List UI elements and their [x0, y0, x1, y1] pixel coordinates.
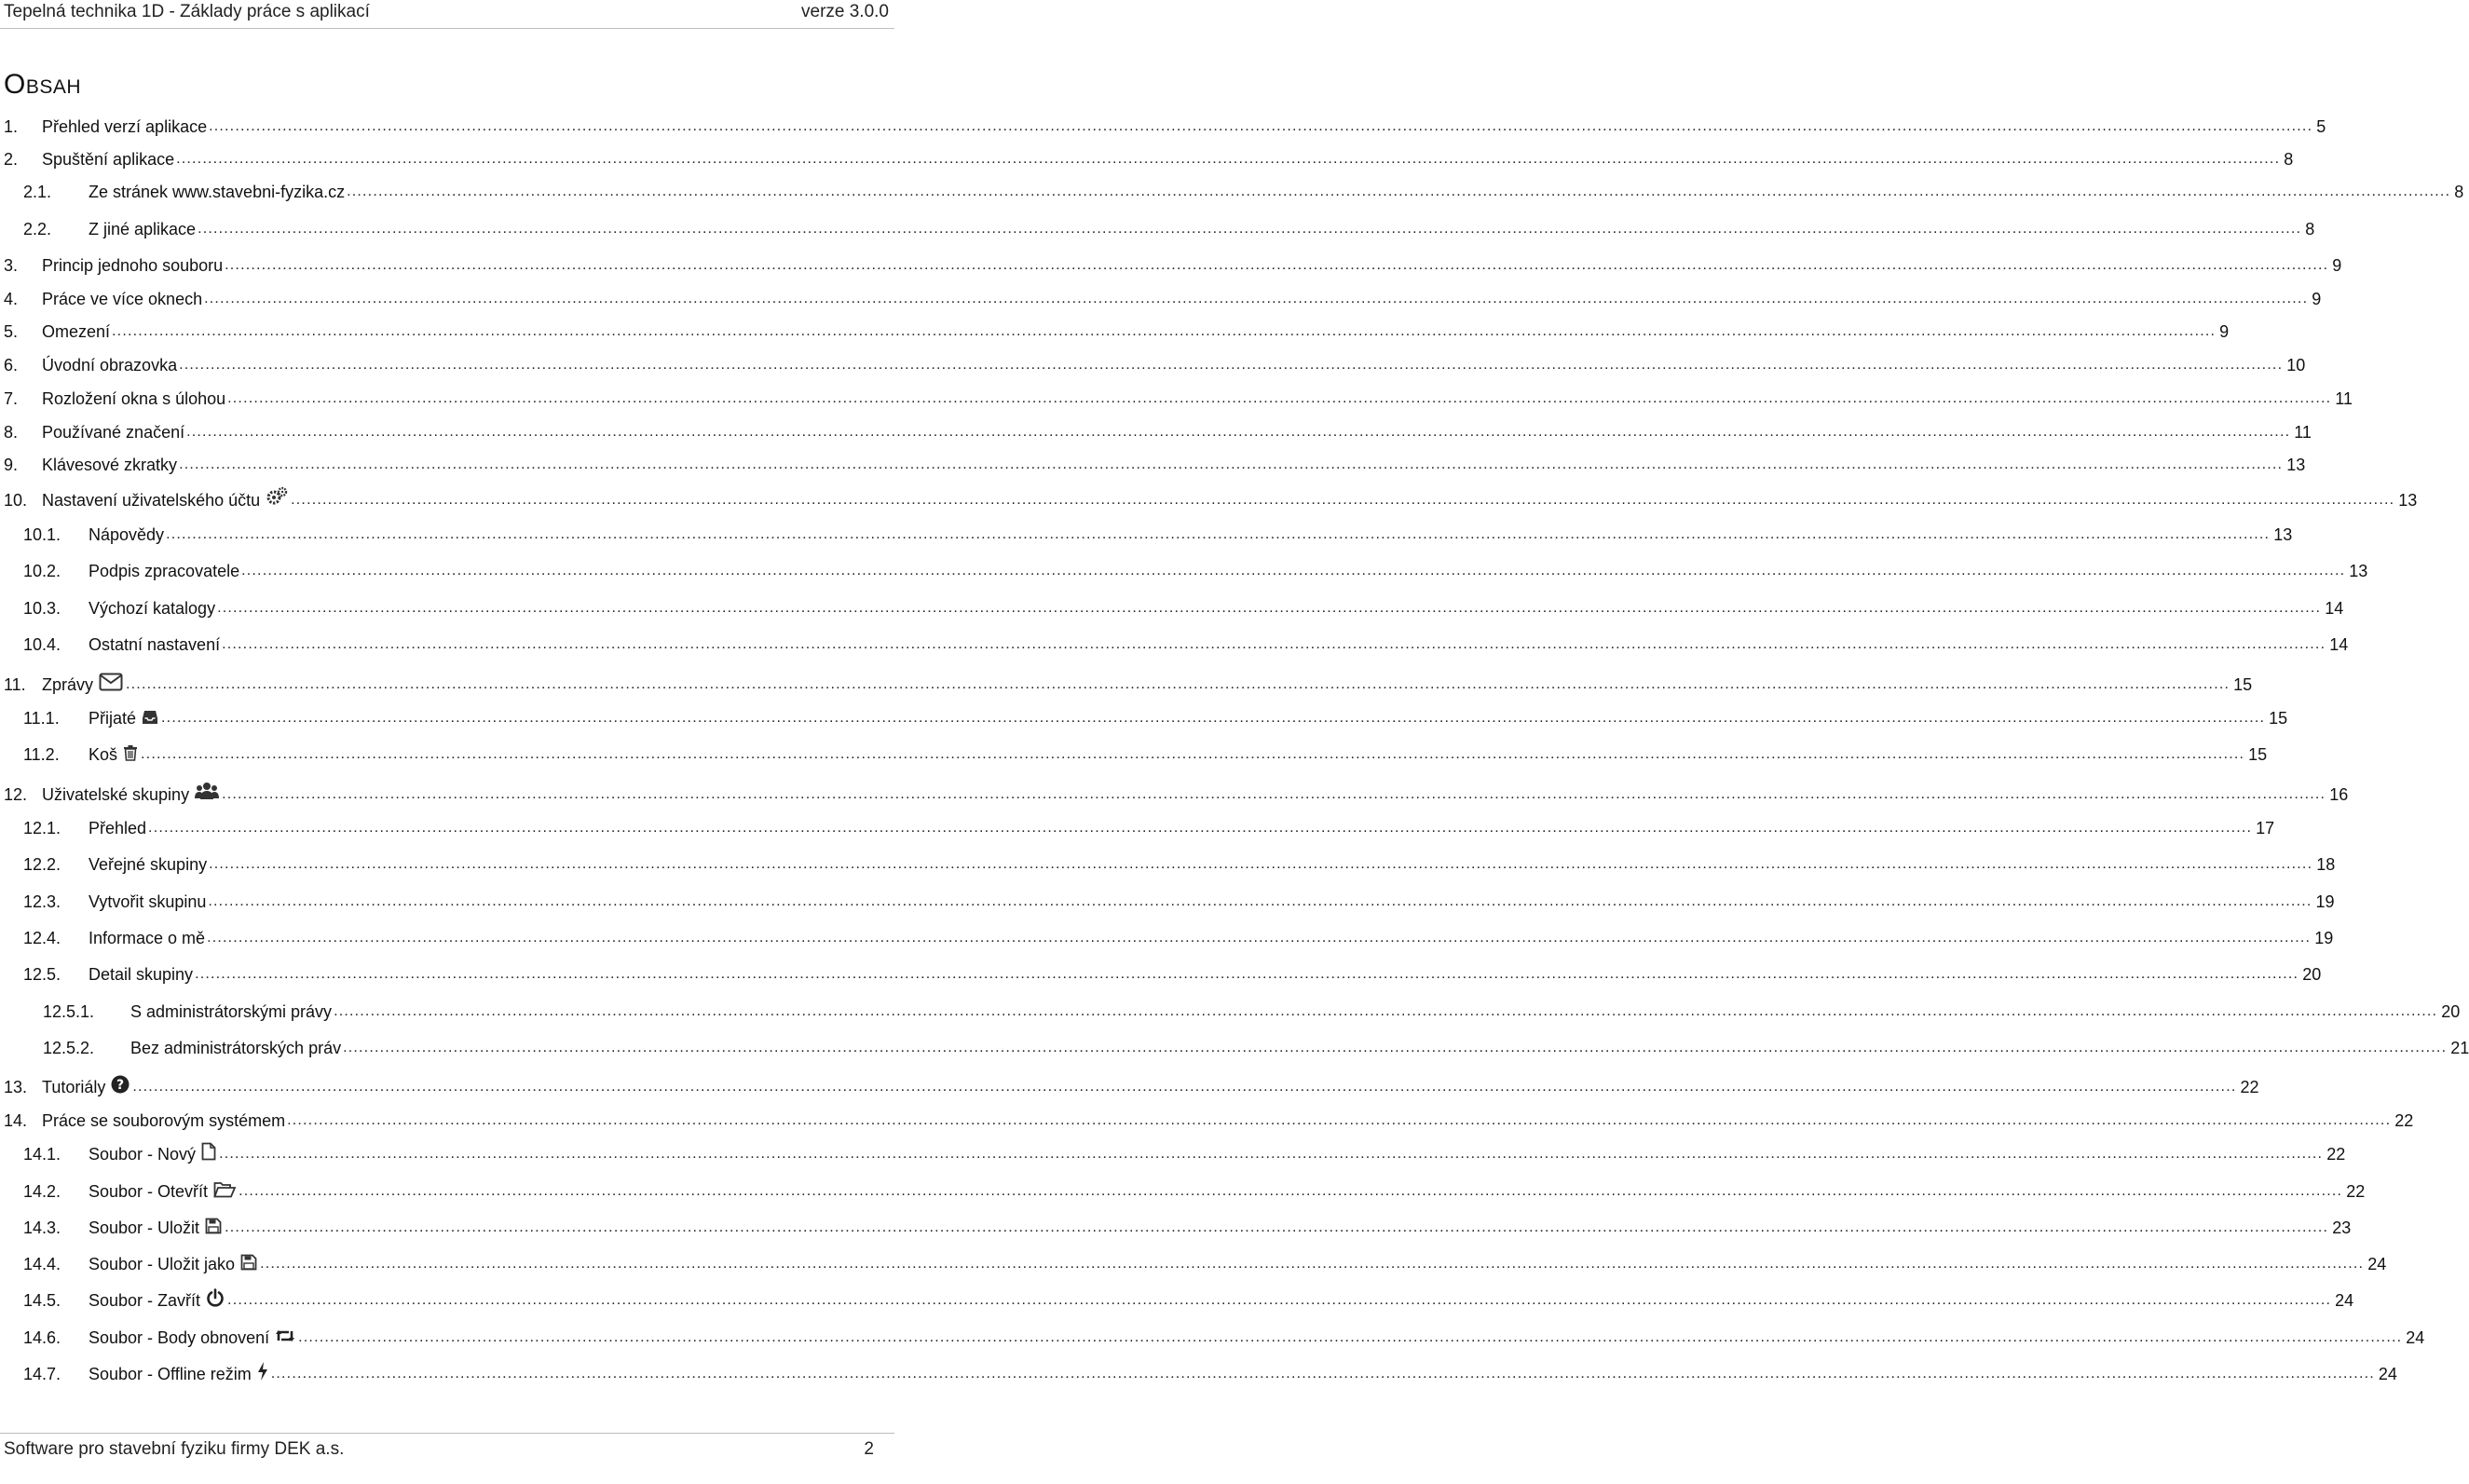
toc-leader-dots: ................................................................................................................................................................................................................................................................................................................................................................................................................ — [225, 1219, 2329, 1235]
toc-entry-title — [89, 561, 239, 581]
toc-entry-title — [42, 1077, 130, 1097]
toc-leader-dots: ................................................................................................................................................................................................................................................................................................................................................................................................................ — [209, 856, 2313, 872]
toc-entry-label: Vytvořit skupinu — [89, 892, 207, 911]
toc-entry-label: Přehled — [89, 819, 147, 837]
toc-entry-page: 8 — [2284, 150, 2294, 169]
toc-entry-number: 4. — [4, 290, 19, 308]
toc-entry[interactable] — [4, 252, 2342, 276]
toc-leader-dots: ................................................................................................................................................................................................................................................................................................................................................................................................................ — [208, 893, 2312, 909]
toc-entry-number: 11.1. — [23, 709, 60, 728]
question-icon — [111, 1075, 130, 1094]
toc-entry-page: 13 — [2349, 562, 2368, 580]
toc-entry-number: 2.2. — [23, 220, 52, 238]
toc-entry[interactable] — [23, 1178, 2366, 1202]
save-icon — [205, 1218, 222, 1234]
toc-entry-title — [89, 1218, 223, 1238]
toc-entry-title — [42, 1110, 285, 1131]
toc-entry-label: Soubor - Body obnovení — [89, 1328, 270, 1347]
toc-entry[interactable] — [23, 594, 2344, 619]
retweet-icon — [275, 1327, 295, 1344]
toc-entry-title — [42, 289, 202, 309]
toc-entry-title — [42, 784, 220, 805]
toc-entry-label: Přehled verzí aplikace — [42, 117, 208, 136]
toc-entry-label: Práce se souborovým systémem — [42, 1111, 286, 1130]
toc-entry[interactable] — [23, 1214, 2352, 1238]
toc-entry-number: 9. — [4, 456, 19, 474]
file-icon — [201, 1142, 216, 1161]
footer-text: Software pro stavební fyziku firmy DEK a.s. — [4, 1439, 345, 1459]
toc-entry[interactable] — [23, 1250, 2387, 1274]
toc-entry-page: 8 — [2305, 220, 2315, 238]
toc-entry-number: 10.1. — [23, 525, 61, 544]
toc-entry-title — [89, 219, 196, 239]
toc-entry[interactable] — [23, 924, 2334, 948]
toc-entry-title — [89, 928, 205, 948]
toc-entry[interactable] — [4, 486, 2418, 511]
envelope-icon — [99, 673, 123, 691]
save-icon — [240, 1254, 257, 1271]
toc-entry-number: 10. — [4, 491, 28, 510]
toc-entry-label: Rozložení okna s úlohou — [42, 389, 226, 408]
gears-icon — [266, 486, 288, 507]
toc-entry-number: 5. — [4, 322, 19, 341]
toc-leader-dots: ................................................................................................................................................................................................................................................................................................................................................................................................................ — [112, 323, 2217, 339]
toc-entry-label: Detail skupiny — [89, 965, 194, 984]
toc-entry-title — [89, 1254, 258, 1274]
toc-entry-title — [130, 1001, 332, 1022]
toc-entry[interactable] — [4, 671, 2253, 695]
toc-entry-title — [89, 744, 139, 765]
toc-leader-dots: ................................................................................................................................................................................................................................................................................................................................................................................................................ — [126, 676, 2230, 692]
toc-entry-page: 18 — [2316, 855, 2336, 874]
toc-entry-number: 2. — [4, 150, 19, 169]
svg-text:?: ? — [116, 1078, 125, 1093]
toc-entry-title — [42, 116, 207, 137]
toc-entry[interactable] — [4, 1107, 2414, 1131]
toc-leader-dots: ................................................................................................................................................................................................................................................................................................................................................................................................................ — [166, 526, 2271, 542]
toc-entry-label: Soubor - Uložit — [89, 1219, 200, 1237]
toc-entry-title — [89, 1144, 217, 1164]
toc-entry[interactable] — [4, 1073, 2259, 1097]
toc-entry-label: Soubor - Uložit jako — [89, 1255, 236, 1273]
toc-leader-dots: ................................................................................................................................................................................................................................................................................................................................................................................................................ — [141, 746, 2245, 762]
toc-leader-dots: ................................................................................................................................................................................................................................................................................................................................................................................................................ — [298, 1329, 2403, 1345]
toc-entry-page: 22 — [2240, 1078, 2259, 1096]
users-icon — [195, 781, 219, 801]
toc-entry-title — [89, 818, 146, 838]
toc-entry-page: 15 — [2269, 709, 2288, 728]
toc-leader-dots: ................................................................................................................................................................................................................................................................................................................................................................................................................ — [222, 636, 2326, 652]
toc-leader-dots: ................................................................................................................................................................................................................................................................................................................................................................................................................ — [334, 1003, 2438, 1019]
toc-entry-label: Z jiné aplikace — [89, 220, 197, 238]
toc-entry-page: 19 — [2314, 929, 2334, 947]
toc-entry-page: 24 — [2367, 1255, 2387, 1273]
toc-entry-page: 13 — [2398, 491, 2418, 510]
toc-leader-dots: ................................................................................................................................................................................................................................................................................................................................................................................................................ — [207, 930, 2312, 946]
toc-entry-page: 22 — [2326, 1145, 2346, 1164]
toc-entry-title — [130, 1038, 341, 1058]
toc-entry-title — [89, 964, 193, 985]
toc-leader-dots: ................................................................................................................................................................................................................................................................................................................................................................................................................ — [222, 786, 2326, 802]
toc-entry-page: 23 — [2332, 1219, 2352, 1237]
toc-entry-page: 17 — [2256, 819, 2275, 837]
trash-icon — [123, 744, 138, 761]
page-footer — [0, 1433, 894, 1471]
toc-entry-number: 14.3. — [23, 1219, 61, 1237]
toc-entry-title — [89, 1364, 269, 1384]
toc-entry[interactable] — [4, 145, 2294, 170]
toc-entry[interactable] — [23, 1287, 2354, 1311]
toc-entry-label: Práce ve více oknech — [42, 290, 203, 308]
toc-entry-label: Bez administrátorských práv — [130, 1039, 342, 1057]
toc-entry-number: 1. — [4, 117, 19, 136]
toc-entry-number: 11.2. — [23, 745, 60, 764]
toc-entry-number: 12.3. — [23, 892, 61, 911]
toc-entry-title — [89, 182, 345, 202]
toc-entry-title — [42, 455, 177, 475]
toc-entry-number: 13. — [4, 1078, 28, 1096]
toc-entry-label: Uživatelské skupiny — [42, 785, 190, 804]
toc-entry-number: 12.5.2. — [43, 1039, 95, 1057]
toc-entry-label: Používané značení — [42, 423, 185, 442]
toc-entry-page: 22 — [2394, 1111, 2414, 1130]
toc-entry[interactable] — [23, 1324, 2425, 1348]
toc-entry-number: 14.6. — [23, 1328, 61, 1347]
toc-entry-number: 6. — [4, 356, 19, 374]
toc-entry[interactable] — [23, 1140, 2346, 1164]
toc-entry-page: 20 — [2302, 965, 2322, 984]
toc-entry-number: 12. — [4, 785, 28, 804]
toc-leader-dots: ................................................................................................................................................................................................................................................................................................................................................................................................................ — [176, 151, 2281, 167]
toc-entry-label: Soubor - Offline režim — [89, 1365, 252, 1383]
toc-entry-title — [42, 355, 177, 375]
toc-entry-title — [42, 255, 223, 276]
toc-entry-label: Výchozí katalogy — [89, 599, 216, 618]
toc-entry-title — [89, 1327, 296, 1348]
toc-entry-page: 24 — [2335, 1291, 2354, 1310]
toc-entry-label: Tutoriály — [42, 1078, 106, 1096]
inbox-icon — [142, 710, 158, 725]
toc-entry-number: 14.5. — [23, 1291, 61, 1310]
toc-entry-title — [42, 149, 174, 170]
toc-entry-title — [89, 1181, 237, 1202]
toc-entry[interactable] — [23, 215, 2315, 239]
toc-entry-page: 13 — [2273, 525, 2293, 544]
toc-leader-dots: ................................................................................................................................................................................................................................................................................................................................................................................................................ — [260, 1256, 2365, 1272]
toc-entry-page: 15 — [2233, 675, 2253, 694]
toc-entry[interactable] — [23, 888, 2335, 912]
toc-entry[interactable] — [43, 998, 2461, 1022]
toc-entry-label: Spuštění aplikace — [42, 150, 175, 169]
toc-entry-title — [89, 1290, 225, 1311]
toc-leader-dots: ................................................................................................................................................................................................................................................................................................................................................................................................................ — [179, 357, 2284, 373]
toc-entry-label: Omezení — [42, 322, 111, 341]
toc-title: Obsah — [4, 69, 82, 100]
toc-entry[interactable] — [4, 351, 2306, 375]
toc-entry-label: S administrátorskými právy — [130, 1002, 333, 1021]
toc-entry[interactable] — [4, 113, 2326, 137]
toc-leader-dots: ................................................................................................................................................................................................................................................................................................................................................................................................................ — [287, 1112, 2392, 1128]
toc-entry-page: 15 — [2248, 745, 2268, 764]
toc-entry-number: 11. — [4, 675, 26, 694]
toc-leader-dots: ................................................................................................................................................................................................................................................................................................................................................................................................................ — [186, 424, 2291, 440]
document-version: verze 3.0.0 — [801, 2, 889, 21]
toc-leader-dots: ................................................................................................................................................................................................................................................................................................................................................................................................................ — [195, 966, 2299, 982]
toc-entry-number: 14.7. — [23, 1365, 61, 1383]
toc-entry-page: 16 — [2329, 785, 2349, 804]
toc-entry-title — [89, 854, 207, 875]
toc-entry-label: Ze stránek www.stavebni-fyzika.cz — [89, 183, 346, 201]
toc-leader-dots: ................................................................................................................................................................................................................................................................................................................................................................................................................ — [241, 563, 2346, 579]
toc-entry-page: 11 — [2335, 389, 2353, 408]
toc-entry-label: Koš — [89, 745, 118, 764]
toc-entry-title — [89, 892, 206, 912]
toc-leader-dots: ................................................................................................................................................................................................................................................................................................................................................................................................................ — [217, 600, 2322, 616]
toc-entry-page: 21 — [2450, 1039, 2469, 1057]
toc-entry[interactable] — [23, 814, 2275, 838]
power-icon — [206, 1288, 225, 1307]
toc-entry-number: 12.4. — [23, 929, 61, 947]
toc-leader-dots: ................................................................................................................................................................................................................................................................................................................................................................................................................ — [132, 1079, 2237, 1095]
toc-entry-number: 2.1. — [23, 183, 52, 201]
toc-entry-page: 14 — [2329, 635, 2349, 654]
toc-leader-dots: ................................................................................................................................................................................................................................................................................................................................................................................................................ — [227, 1292, 2332, 1308]
toc-entry-number: 7. — [4, 389, 19, 408]
toc-entry[interactable] — [43, 1034, 2469, 1058]
toc-entry-label: Podpis zpracovatele — [89, 562, 240, 580]
document-title: Tepelná technika 1D - Základy práce s aplikací — [4, 2, 370, 21]
toc-entry-page: 9 — [2219, 322, 2230, 341]
toc-leader-dots: ................................................................................................................................................................................................................................................................................................................................................................................................................ — [209, 118, 2313, 134]
toc-leader-dots: ................................................................................................................................................................................................................................................................................................................................................................................................................ — [227, 390, 2332, 406]
toc-entry-number: 12.2. — [23, 855, 61, 874]
bolt-icon — [257, 1362, 268, 1381]
toc-entry-title — [89, 708, 159, 728]
toc-entry-number: 10.4. — [23, 635, 61, 654]
toc-entry-page: 5 — [2316, 117, 2326, 136]
toc-leader-dots: ................................................................................................................................................................................................................................................................................................................................................................................................................ — [239, 1183, 2343, 1199]
folder-open-icon — [213, 1181, 236, 1198]
toc-entry[interactable] — [4, 385, 2353, 409]
toc-entry-title — [89, 598, 215, 619]
toc-entry-title — [42, 422, 184, 442]
toc-entry[interactable] — [23, 741, 2268, 765]
toc-entry-label: Úvodní obrazovka — [42, 356, 178, 374]
toc-entry-page: 24 — [2406, 1328, 2425, 1347]
toc-entry-page: 11 — [2294, 423, 2312, 442]
toc-entry-page: 24 — [2378, 1365, 2397, 1383]
toc-entry[interactable] — [4, 318, 2230, 342]
toc-leader-dots: ................................................................................................................................................................................................................................................................................................................................................................................................................ — [198, 221, 2302, 237]
toc-entry[interactable] — [23, 851, 2336, 875]
toc-entry-label: Soubor - Zavřít — [89, 1291, 201, 1310]
toc-entry-page: 22 — [2346, 1182, 2366, 1201]
toc-entry-page: 8 — [2454, 183, 2464, 201]
toc-entry-label: Informace o mě — [89, 929, 206, 947]
toc-entry-page: 10 — [2286, 356, 2306, 374]
toc-entry[interactable] — [23, 704, 2288, 728]
toc-entry-page: 9 — [2332, 256, 2342, 275]
toc-entry-page: 13 — [2286, 456, 2306, 474]
toc-entry-number: 14.4. — [23, 1255, 61, 1273]
footer-page-number: 2 — [864, 1439, 874, 1459]
toc-entry-number: 12.5.1. — [43, 1002, 95, 1021]
toc-entry-number: 12.5. — [23, 965, 61, 984]
toc-entry[interactable] — [4, 285, 2322, 309]
toc-leader-dots: ................................................................................................................................................................................................................................................................................................................................................................................................................ — [161, 710, 2266, 726]
toc-leader-dots: ................................................................................................................................................................................................................................................................................................................................................................................................................ — [219, 1146, 2324, 1162]
toc-entry-number: 14. — [4, 1111, 28, 1130]
page-header — [0, 0, 894, 29]
toc-entry[interactable] — [23, 557, 2368, 581]
toc-leader-dots: ................................................................................................................................................................................................................................................................................................................................................................................................................ — [225, 257, 2329, 273]
toc-entry-number: 14.2. — [23, 1182, 61, 1201]
toc-entry[interactable] — [4, 781, 2349, 805]
toc-entry-title — [89, 524, 164, 545]
toc-leader-dots: ................................................................................................................................................................................................................................................................................................................................................................................................................ — [270, 1366, 2375, 1382]
toc-entry-label: Soubor - Nový — [89, 1145, 197, 1164]
toc-entry-label: Nastavení uživatelského účtu — [42, 491, 261, 510]
toc-entry-title — [89, 634, 220, 655]
toc-leader-dots: ................................................................................................................................................................................................................................................................................................................................................................................................................ — [148, 820, 2253, 836]
toc-entry-page: 9 — [2312, 290, 2322, 308]
toc-entry-number: 8. — [4, 423, 19, 442]
toc-entry-page: 14 — [2325, 599, 2344, 618]
toc-entry[interactable] — [23, 1360, 2397, 1384]
toc-entry-label: Princip jednoho souboru — [42, 256, 224, 275]
toc-entry-number: 12.1. — [23, 819, 61, 837]
toc-leader-dots: ................................................................................................................................................................................................................................................................................................................................................................................................................ — [204, 291, 2309, 306]
toc-entry-label: Veřejné skupiny — [89, 855, 208, 874]
toc-entry[interactable] — [23, 960, 2322, 985]
toc-entry-title — [42, 388, 225, 409]
toc-entry-label: Zprávy — [42, 675, 94, 694]
toc-entry-title — [42, 321, 110, 342]
toc-entry-label: Nápovědy — [89, 525, 165, 544]
toc-leader-dots: ................................................................................................................................................................................................................................................................................................................................................................................................................ — [343, 1040, 2448, 1055]
toc-entry[interactable] — [4, 418, 2312, 442]
toc-entry[interactable] — [23, 178, 2464, 202]
toc-leader-dots: ................................................................................................................................................................................................................................................................................................................................................................................................................ — [291, 492, 2395, 508]
toc-entry-number: 10.3. — [23, 599, 61, 618]
toc-entry[interactable] — [4, 451, 2306, 475]
toc-entry-label: Soubor - Otevřít — [89, 1182, 209, 1201]
toc-entry-page: 19 — [2315, 892, 2335, 911]
toc-entry-label: Ostatní nastavení — [89, 635, 221, 654]
toc-leader-dots: ................................................................................................................................................................................................................................................................................................................................................................................................................ — [179, 456, 2284, 472]
toc-entry-number: 14.1. — [23, 1145, 61, 1164]
toc-entry-label: Přijaté — [89, 709, 137, 728]
toc-entry-label: Klávesové zkratky — [42, 456, 178, 474]
toc-leader-dots: ................................................................................................................................................................................................................................................................................................................................................................................................................ — [347, 184, 2451, 199]
toc-entry[interactable] — [23, 521, 2293, 545]
toc-entry-page: 20 — [2441, 1002, 2461, 1021]
toc-entry[interactable] — [23, 631, 2349, 655]
toc-entry-title — [42, 674, 124, 695]
toc-entry-number: 10.2. — [23, 562, 61, 580]
toc-entry-number: 3. — [4, 256, 19, 275]
toc-entry-title — [42, 490, 289, 511]
